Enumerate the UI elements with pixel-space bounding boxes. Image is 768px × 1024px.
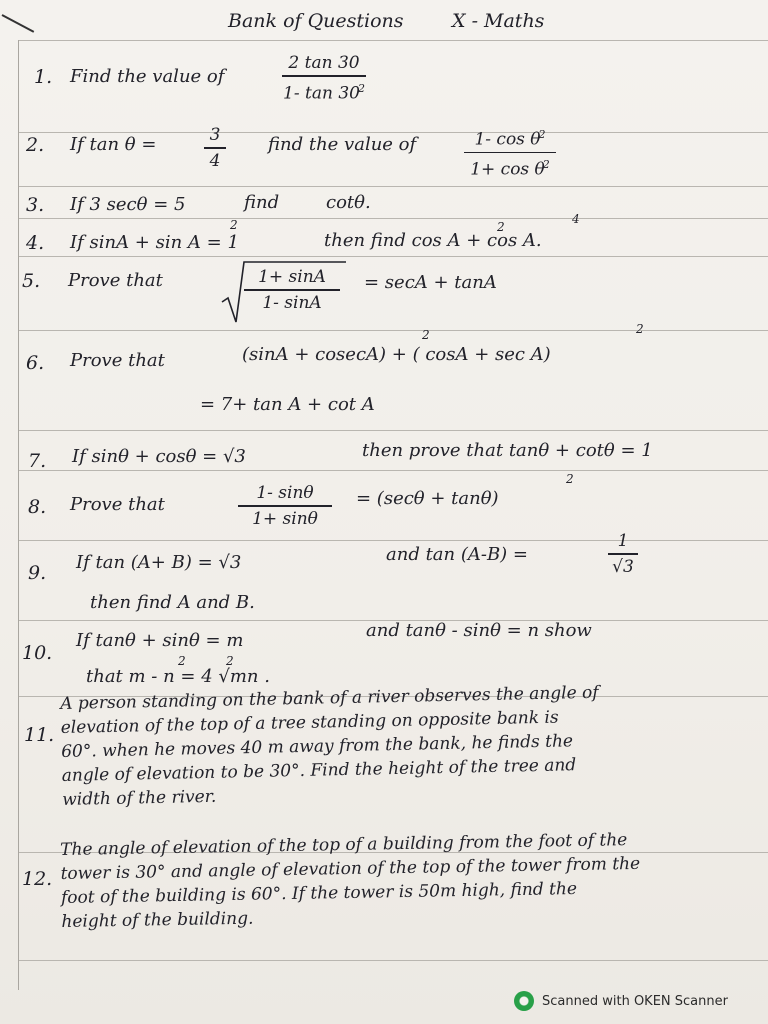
q2-text: If tan θ = — [70, 134, 157, 155]
q9-fraction: 1 √3 — [608, 530, 638, 578]
q3-mid-text: find — [244, 192, 280, 213]
q10-superscript-2: 2 — [226, 654, 234, 668]
q9-text: If tan (A+ B) = √3 — [76, 552, 242, 573]
q6-lhs: (sinA + cosecA) + ( cosA + sec A) — [242, 344, 551, 365]
q11-line-2: elevation of the top of a tree standing on opposite bank is — [60, 707, 559, 738]
q10-text: If tanθ + sinθ = m — [76, 630, 244, 651]
q8-fraction: 1- sinθ 1+ sinθ — [238, 482, 332, 530]
q1-text: Find the value of — [70, 66, 225, 87]
q11-text-block — [60, 678, 742, 812]
q2-given-fraction: 3 4 — [204, 124, 226, 172]
q9-line2: then find A and B. — [90, 592, 255, 613]
q12-line-3: foot of the building is 60°. If the tower is 50m high, find the — [60, 878, 578, 908]
q6-rhs: = 7+ tan A + cot A — [200, 394, 375, 415]
q9-mid-text: and tan (A-B) = — [386, 544, 529, 565]
oken-logo-icon — [514, 991, 534, 1011]
q8-text: Prove that — [70, 494, 165, 515]
q5-text: Prove that — [68, 270, 163, 291]
q2-fraction: 1- $\cos \theta^2$ $1+ \cos \theta^2$ — [464, 124, 556, 181]
page-title: Bank of Questions — [228, 10, 404, 32]
q8-superscript: 2 — [566, 472, 574, 486]
q1-fraction: 2 tan 30 1- $\tan 30^2$ — [283, 53, 365, 104]
q8-number: 8. — [28, 496, 47, 518]
q1-number: 1. — [34, 66, 53, 88]
scanner-watermark — [514, 990, 728, 1012]
q2-mid-text: find the value of — [268, 134, 417, 155]
q12-number: 12. — [22, 868, 53, 890]
scanner-watermark-text: Scanned with OKEN Scanner — [542, 993, 728, 1009]
q10-line2: that m - n = 4 √mn . — [86, 666, 270, 687]
q10-mid-text: and tanθ - sinθ = n show — [366, 620, 592, 641]
q2-number: 2. — [26, 134, 45, 156]
q11-number: 11. — [24, 724, 55, 746]
q6-superscript-2: 2 — [636, 322, 644, 336]
q3-end-text: cotθ. — [326, 192, 371, 213]
q5-fraction: 1+ sinA 1- sinA — [244, 266, 340, 314]
q4-text: If sinA + sin A = 1 — [70, 232, 239, 253]
page-subject: X - Maths — [452, 10, 545, 32]
q11-line-4: angle of elevation to be 30°. Find the height of the tree and — [61, 755, 577, 786]
q4-superscript-a: 2 — [497, 220, 505, 234]
corner-pen-stroke — [2, 14, 35, 33]
q4-number: 4. — [26, 232, 45, 254]
q12-line-4: height of the building. — [61, 908, 254, 932]
q11-line-1: A person standing on the bank of a river observes the angle of — [60, 682, 599, 714]
q9-number: 9. — [28, 562, 47, 584]
q4-mid-text: then find cos A + cos A. — [324, 230, 542, 251]
q12-line-2: tower is 30° and angle of elevation of the top of the tower from the — [60, 853, 641, 884]
q7-number: 7. — [28, 450, 47, 472]
q7-mid-text: then prove that tanθ + cotθ = 1 — [362, 440, 653, 461]
q4-superscript-b: 4 — [572, 212, 580, 226]
q3-text: If 3 secθ = 5 — [70, 194, 186, 215]
q12-text-block — [60, 826, 742, 934]
q5-number: 5. — [22, 270, 41, 292]
q1-denominator: 1- tan 30 — [283, 83, 360, 104]
q4-superscript: 2 — [230, 218, 238, 232]
q8-rhs: = (secθ + tanθ) — [356, 488, 499, 509]
q5-rhs: = secA + tanA — [364, 272, 497, 293]
q6-number: 6. — [26, 352, 45, 374]
q1-numerator: 2 tan 30 — [288, 53, 360, 73]
q3-number: 3. — [26, 194, 45, 216]
q11-line-5: width of the river. — [62, 786, 217, 810]
q6-superscript-1: 2 — [422, 328, 430, 342]
q6-text: Prove that — [70, 350, 165, 371]
q12-line-1: The angle of elevation of the top of a building from the foot of the — [60, 830, 628, 860]
q10-number: 10. — [22, 642, 53, 664]
q11-line-3: 60°. when he moves 40 m away from the bank, he finds the — [61, 731, 574, 762]
q7-text: If sinθ + cosθ = √3 — [72, 446, 246, 467]
q10-superscript-1: 2 — [178, 654, 186, 668]
